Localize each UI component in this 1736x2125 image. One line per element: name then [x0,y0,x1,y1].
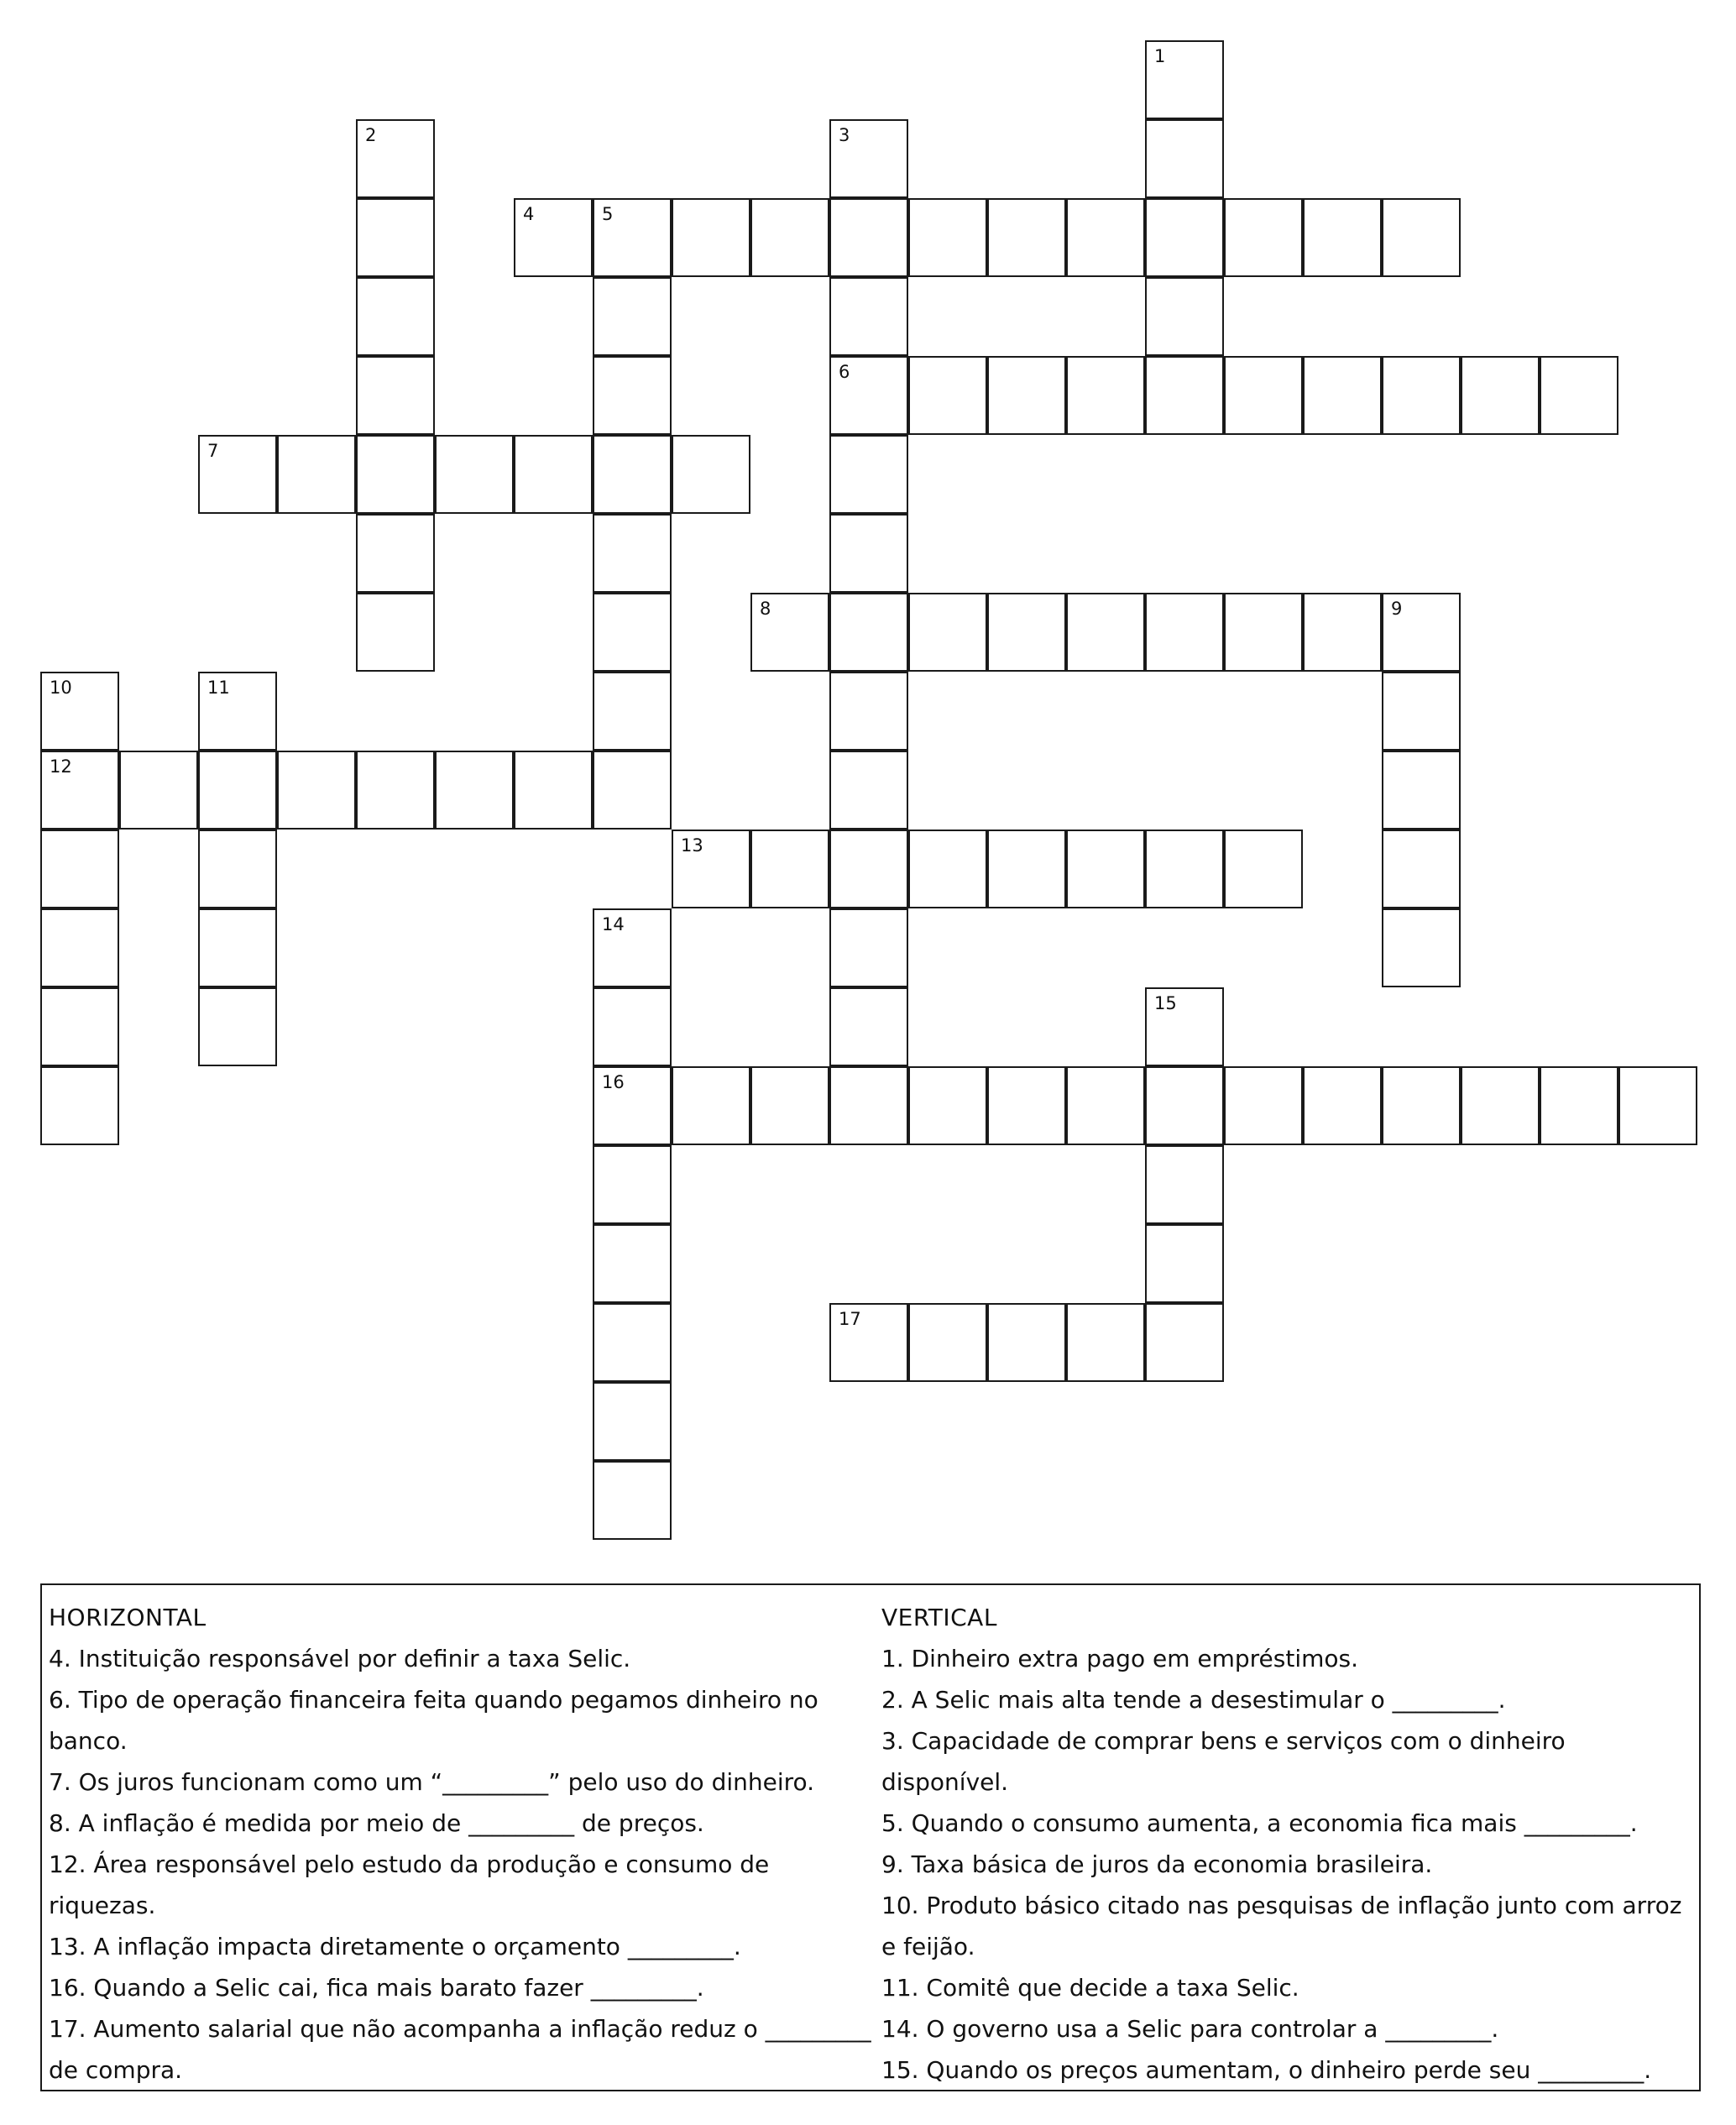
crossword-cell[interactable] [435,435,514,514]
crossword-cell[interactable] [198,908,277,987]
crossword-cell[interactable] [593,514,672,593]
crossword-cell[interactable] [1618,1066,1697,1145]
cell-number: 5 [602,204,614,224]
clue-across-4: 4. Instituição responsável por definir a taxa Selic. [49,1645,631,1672]
crossword-cell[interactable] [1461,1066,1540,1145]
crossword-cell[interactable] [1224,593,1303,672]
crossword-cell[interactable] [672,1066,750,1145]
crossword-cell[interactable] [1145,1145,1224,1224]
crossword-cell[interactable] [987,1303,1066,1382]
crossword-cell[interactable] [829,987,908,1066]
crossword-cell[interactable] [908,830,987,908]
crossword-cell[interactable] [1066,1303,1145,1382]
cell-number: 2 [365,125,377,145]
cell-number: 15 [1154,993,1177,1013]
crossword-cell[interactable] [356,751,435,830]
crossword-cell[interactable] [593,356,672,435]
crossword-cell[interactable] [1461,356,1540,435]
crossword-cell[interactable] [987,198,1066,277]
crossword-cell[interactable] [1066,1066,1145,1145]
clue-across-8: 8. A inflação é medida por meio de _________ de preços. [49,1809,704,1837]
crossword-cell[interactable] [672,435,750,514]
cell-number: 3 [839,125,850,145]
crossword-cell[interactable] [40,987,119,1066]
crossword-cell[interactable] [1145,1303,1224,1382]
crossword-cell[interactable] [987,830,1066,908]
crossword-cell[interactable] [40,1066,119,1145]
clue-down-9: 9. Taxa básica de juros da economia brasileira. [881,1850,1433,1878]
crossword-cell[interactable] [1145,1066,1224,1145]
crossword-cell[interactable] [829,198,908,277]
crossword-cell[interactable] [987,1066,1066,1145]
clue-across-7: 7. Os juros funcionam como um “_________” pelo uso do dinheiro. [49,1768,815,1796]
crossword-cell[interactable] [1224,356,1303,435]
crossword-cell[interactable] [40,672,119,751]
crossword-cell[interactable] [356,277,435,356]
cell-number: 6 [839,362,850,382]
crossword-cell[interactable] [593,435,672,514]
cell-number: 16 [602,1072,625,1092]
crossword-cell[interactable] [356,514,435,593]
crossword-cell[interactable] [1066,830,1145,908]
crossword-cell[interactable] [593,1461,672,1540]
crossword-cell[interactable] [593,672,672,751]
cell-number: 1 [1154,46,1166,66]
crossword-cell[interactable] [1145,830,1224,908]
crossword-cell[interactable] [829,435,908,514]
cell-number: 4 [523,204,535,224]
clue-down-1: 1. Dinheiro extra pago em empréstimos. [881,1645,1359,1672]
crossword-cell[interactable] [356,435,435,514]
crossword-cell[interactable] [198,751,277,830]
crossword-cell[interactable] [593,1066,672,1145]
crossword-cell[interactable] [1145,1224,1224,1303]
crossword-cell[interactable] [1145,277,1224,356]
crossword-cell[interactable] [750,198,829,277]
crossword-cell[interactable] [829,672,908,751]
crossword-cell[interactable] [593,1224,672,1303]
crossword-cell[interactable] [829,514,908,593]
crossword-cell[interactable] [514,198,593,277]
crossword-cell[interactable] [1066,356,1145,435]
crossword-cell[interactable] [514,435,593,514]
crossword-cell[interactable] [356,119,435,198]
crossword-cell[interactable] [987,356,1066,435]
horizontal-heading: HORIZONTAL [49,1604,207,1631]
crossword-cell[interactable] [829,1066,908,1145]
crossword-cell[interactable] [829,830,908,908]
vertical-heading: VERTICAL [881,1604,997,1631]
cell-number: 8 [760,599,771,619]
crossword-cell[interactable] [1382,198,1461,277]
crossword-cell[interactable] [1145,40,1224,119]
crossword-cell[interactable] [1382,356,1461,435]
cell-number: 9 [1391,599,1403,619]
clue-down-11: 11. Comitê que decide a taxa Selic. [881,1974,1299,2002]
crossword-cell[interactable] [908,356,987,435]
cell-number: 10 [50,678,72,698]
clue-across-12: 12. Área responsável pelo estudo da produção e consumo de riquezas. [49,1850,770,1919]
crossword-cell[interactable] [277,435,356,514]
vertical-clues [881,1597,1696,2091]
crossword-cell[interactable] [435,751,514,830]
crossword-cell[interactable] [829,908,908,987]
cell-number: 13 [681,835,703,856]
crossword-cell[interactable] [1066,198,1145,277]
crossword-cell[interactable] [908,198,987,277]
crossword-cell[interactable] [908,1066,987,1145]
clue-down-15: 15. Quando os preços aumentam, o dinheiro perde seu _________. [881,2056,1652,2084]
crossword-cell[interactable] [356,356,435,435]
crossword-cell[interactable] [593,593,672,672]
crossword-cell[interactable] [1382,672,1461,751]
crossword-cell[interactable] [672,830,750,908]
crossword-cell[interactable] [1303,356,1382,435]
crossword-cell[interactable] [829,356,908,435]
crossword-cell[interactable] [1382,751,1461,830]
crossword-cell[interactable] [514,751,593,830]
crossword-cell[interactable] [593,198,672,277]
crossword-cell[interactable] [198,987,277,1066]
crossword-cell[interactable] [277,751,356,830]
crossword-cell[interactable] [1224,1066,1303,1145]
crossword-cell[interactable] [829,119,908,198]
crossword-cell[interactable] [1382,908,1461,987]
clue-across-6: 6. Tipo de operação financeira feita quando pegamos dinheiro no banco. [49,1686,818,1755]
crossword-cell[interactable] [593,987,672,1066]
crossword-cell[interactable] [829,277,908,356]
crossword-cell[interactable] [1382,593,1461,672]
crossword-cell[interactable] [1145,593,1224,672]
crossword-cell[interactable] [750,1066,829,1145]
crossword-cell[interactable] [672,198,750,277]
crossword-cell[interactable] [198,830,277,908]
crossword-cell[interactable] [593,751,672,830]
crossword-cell[interactable] [1303,1066,1382,1145]
crossword-cell[interactable] [908,1303,987,1382]
crossword-cell[interactable] [908,593,987,672]
crossword-cell[interactable] [356,198,435,277]
cell-number: 12 [50,756,72,777]
crossword-cell[interactable] [1382,830,1461,908]
crossword-cell[interactable] [750,830,829,908]
clues-box [40,1583,1701,2091]
crossword-cell[interactable] [40,908,119,987]
crossword-cell[interactable] [356,593,435,672]
crossword-cell[interactable] [750,593,829,672]
crossword-cell[interactable] [1540,1066,1618,1145]
crossword-cell[interactable] [593,1382,672,1461]
cell-number: 7 [207,441,219,461]
clue-down-5: 5. Quando o consumo aumenta, a economia fica mais _________. [881,1809,1638,1837]
clue-across-16: 16. Quando a Selic cai, fica mais barato fazer _________. [49,1974,704,2002]
crossword-cell[interactable] [1540,356,1618,435]
clue-down-2: 2. A Selic mais alta tende a desestimular o _________. [881,1686,1506,1714]
crossword-cell[interactable] [1224,198,1303,277]
crossword-cell[interactable] [198,435,277,514]
horizontal-clues [49,1597,880,2091]
cell-number: 11 [207,678,230,698]
crossword-cell[interactable] [987,593,1066,672]
crossword-cell[interactable] [198,672,277,751]
crossword-cell[interactable] [1145,198,1224,277]
crossword-cell[interactable] [593,277,672,356]
crossword-cell[interactable] [829,751,908,830]
crossword-cell[interactable] [593,908,672,987]
crossword-cell[interactable] [1145,119,1224,198]
crossword-cell[interactable] [1303,593,1382,672]
cell-number: 14 [602,914,625,934]
crossword-cell[interactable] [119,751,198,830]
crossword-cell[interactable] [1145,987,1224,1066]
crossword-cell[interactable] [40,830,119,908]
clue-down-3: 3. Capacidade de comprar bens e serviços com o dinheiro disponível. [881,1727,1566,1796]
crossword-cell[interactable] [829,593,908,672]
crossword-cell[interactable] [1382,1066,1461,1145]
clue-across-13: 13. A inflação impacta diretamente o orçamento _________. [49,1933,741,1960]
crossword-cell[interactable] [593,1303,672,1382]
crossword-cell[interactable] [1303,198,1382,277]
cell-number: 17 [839,1309,861,1329]
crossword-cell[interactable] [40,751,119,830]
clue-down-14: 14. O governo usa a Selic para controlar a _________. [881,2015,1499,2043]
crossword-cell[interactable] [1145,356,1224,435]
crossword-cell[interactable] [1066,593,1145,672]
clue-down-10: 10. Produto básico citado nas pesquisas de inflação junto com arroz e feijão. [881,1892,1682,1960]
crossword-cell[interactable] [829,1303,908,1382]
crossword-cell[interactable] [1224,830,1303,908]
crossword-cell[interactable] [593,1145,672,1224]
clue-across-17: 17. Aumento salarial que não acompanha a inflação reduz o _________ de compra. [49,2015,871,2084]
